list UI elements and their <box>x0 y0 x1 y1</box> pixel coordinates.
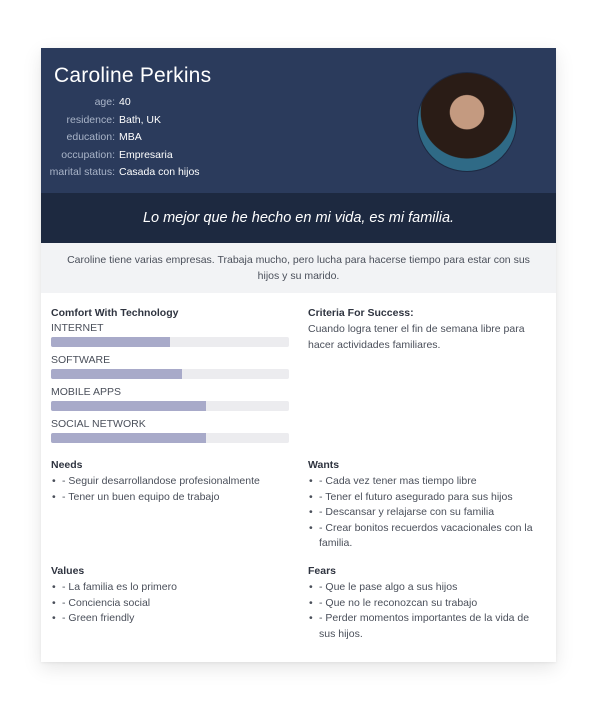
fact-row <box>41 94 241 112</box>
criteria-text: Cuando logra tener el fin de semana libre para hacer actividades familiares. <box>308 323 525 351</box>
fact-key: education: <box>66 131 115 143</box>
list-item: • - Conciencia social <box>62 596 291 612</box>
wants-list <box>308 474 548 552</box>
persona-facts <box>41 94 241 182</box>
comfort-label: MOBILE APPS <box>51 386 122 398</box>
values-section <box>51 565 291 627</box>
list-item: • - Seguir desarrollandose profesionalmente <box>62 474 291 490</box>
avatar <box>417 72 517 172</box>
persona-name: Caroline Perkins <box>54 64 212 87</box>
fact-row <box>41 164 241 182</box>
fears-list <box>308 580 548 642</box>
comfort-label: INTERNET <box>51 322 104 334</box>
values-list <box>51 580 291 627</box>
wants-title: Wants <box>308 459 340 471</box>
persona-card <box>41 48 556 662</box>
needs-title: Needs <box>51 459 83 471</box>
persona-header <box>41 48 556 193</box>
fact-value: 40 <box>119 96 131 108</box>
list-item: • - La familia es lo primero <box>62 580 291 596</box>
comfort-label: SOFTWARE <box>51 354 111 366</box>
comfort-bar <box>51 433 289 443</box>
needs-list <box>51 474 291 505</box>
values-title: Values <box>51 565 85 577</box>
criteria-section <box>308 307 548 353</box>
list-item: • - Descansar y relajarse con su familia <box>319 505 548 521</box>
fact-row <box>41 112 241 130</box>
comfort-bar-fill <box>51 401 206 411</box>
fact-key: occupation: <box>61 148 115 161</box>
criteria-title: Criteria For Success: <box>308 307 414 319</box>
fears-section <box>308 565 548 642</box>
persona-intro: Caroline tiene varias empresas. Trabaja mucho, pero lucha para hacerse tiempo para estar con sus hijos y su marido. <box>41 243 556 293</box>
fact-value: Bath, UK <box>119 113 162 126</box>
comfort-section <box>51 307 291 443</box>
comfort-bar-fill <box>51 433 206 443</box>
fact-row <box>41 129 241 147</box>
comfort-title: Comfort With Technology <box>51 307 179 319</box>
needs-section <box>51 459 291 505</box>
persona-quote: Lo mejor que he hecho en mi vida, es mi familia. <box>41 193 556 243</box>
list-item: • - Tener el futuro asegurado para sus hijos <box>319 490 548 506</box>
fact-row <box>41 147 241 165</box>
list-item: • - Que le pase algo a sus hijos <box>319 580 548 596</box>
comfort-bar-fill <box>51 337 170 347</box>
comfort-bar <box>51 401 289 411</box>
comfort-bar <box>51 369 289 379</box>
comfort-bar-fill <box>51 369 182 379</box>
fact-value: MBA <box>119 131 142 143</box>
list-item: • - Tener un buen equipo de trabajo <box>62 490 291 506</box>
list-item: • - Perder momentos importantes de la vida de sus hijos. <box>319 611 548 642</box>
fact-key: marital status: <box>49 166 115 178</box>
fears-title: Fears <box>308 565 337 577</box>
list-item: • - Crear bonitos recuerdos vacacionales con la familia. <box>319 521 548 552</box>
fact-key: age: <box>94 96 115 108</box>
comfort-label: SOCIAL NETWORK <box>51 418 146 430</box>
list-item: • - Que no le reconozcan su trabajo <box>319 596 548 612</box>
list-item: • - Cada vez tener mas tiempo libre <box>319 474 548 490</box>
list-item: • - Green friendly <box>62 611 291 627</box>
fact-value: Casada con hijos <box>119 166 200 178</box>
fact-value: Empresaria <box>119 148 173 161</box>
wants-section <box>308 459 548 552</box>
comfort-bar <box>51 337 289 347</box>
fact-key: residence: <box>66 113 115 126</box>
